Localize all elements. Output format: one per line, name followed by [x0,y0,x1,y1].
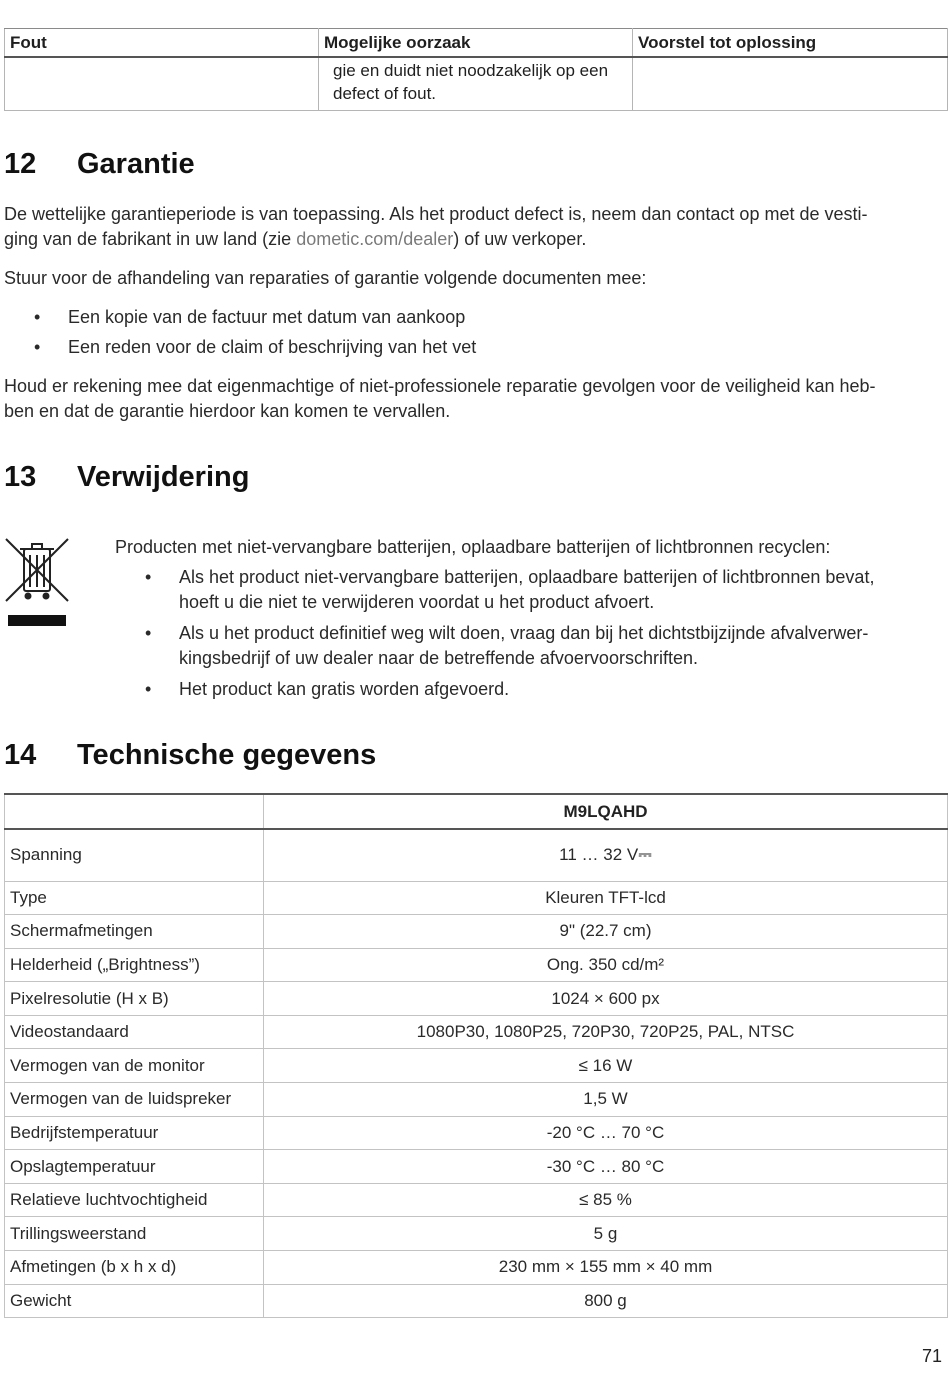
table-row [5,915,948,949]
text-line: ging van de fabrikant in uw land (zie [4,229,297,249]
list-item-text: Een reden voor de claim of beschrijving van het vet [68,337,477,357]
header-empty [5,794,264,829]
specs-body [5,829,948,1318]
section-title: Technische gegevens [77,739,377,771]
list-item [34,335,934,360]
spec-value: 800 g [264,1284,948,1318]
text-line: De wettelijke garantieperiode is van toepassing. Als het product defect is, neem dan contact op met de vesti- [4,204,868,224]
crossed-out-wheelie-bin-icon [4,535,70,627]
specs-header-row [5,794,948,829]
table-row [5,1284,948,1318]
section-number: 12 [4,148,37,180]
spec-label: Relatieve luchtvochtigheid [5,1183,264,1217]
header-fault: Fout [5,29,319,58]
spec-label: Pixelresolutie (H x B) [5,982,264,1016]
spec-label: Gewicht [5,1284,264,1318]
section-14-heading [4,739,376,772]
section-12-heading [4,148,195,181]
warranty-document-list [34,305,934,360]
list-item-text: Een kopie van de factuur met datum van aankoop [68,307,466,327]
list-item-text: Als het product niet-vervangbare batterijen, oplaadbare batterijen of lichtbronnen bevat, [179,567,875,587]
bullet-icon: • [34,307,41,327]
bullet-icon: • [34,337,41,357]
spec-label: Helderheid („Brightness”) [5,948,264,982]
spec-value: 11 … 32 V⎓ [264,829,948,881]
spec-label: Videostandaard [5,1015,264,1049]
table-row [5,1251,948,1285]
section-title: Garantie [77,148,195,180]
section-title: Verwijdering [77,461,250,493]
cause-line-1: gie en duidt niet noodzakelijk op een [333,61,609,80]
spec-value: -30 °C … 80 °C [264,1150,948,1184]
cause-cell [319,57,633,111]
page-number: 71 [922,1346,943,1366]
table-row [5,57,948,111]
spec-label: Opslagtemperatuur [5,1150,264,1184]
spec-value: 1024 × 600 px [264,982,948,1016]
cause-line-2: defect of fout. [333,84,437,103]
spec-value: 230 mm × 155 mm × 40 mm [264,1251,948,1285]
spec-label: Vermogen van de luidspreker [5,1083,264,1117]
spec-value: ≤ 16 W [264,1049,948,1083]
list-item-text: hoeft u die niet te verwijderen voordat u het product afvoert. [179,592,655,612]
disposal-list [145,565,945,702]
text-line: ben en dat de garantie hierdoor kan komen te vervallen. [4,401,451,421]
list-item-text: Als u het product definitief weg wilt doen, vraag dan bij het dichtstbijzijnde afvalverwer- [179,623,869,643]
table-row [5,881,948,915]
list-item-text: Het product kan gratis worden afgevoerd. [179,679,510,699]
list-item [145,565,945,615]
spec-value: Kleuren TFT-lcd [264,881,948,915]
spec-value: 5 g [264,1217,948,1251]
table-row [5,982,948,1016]
bullet-icon: • [145,567,152,587]
spec-label: Vermogen van de monitor [5,1049,264,1083]
spec-label: Afmetingen (b x h x d) [5,1251,264,1285]
list-item [145,621,945,671]
section-number: 13 [4,461,37,493]
text-line: ) of uw verkoper. [453,229,587,249]
solution-cell [633,57,948,111]
troubleshooting-table [4,28,948,111]
text-line: Houd er rekening mee dat eigenmachtige of niet-professionele reparatie gevolgen voor de veiligheid kan heb- [4,376,876,396]
section-13-heading [4,461,249,494]
spec-value: Ong. 350 cd/m² [264,948,948,982]
table-row [5,1217,948,1251]
spec-value: 1,5 W [264,1083,948,1117]
list-item [34,305,934,330]
warranty-paragraph-1 [4,202,944,252]
bullet-icon: • [145,679,152,699]
warranty-paragraph-3 [4,374,944,424]
spec-value: ≤ 85 % [264,1183,948,1217]
warranty-paragraph-2: Stuur voor de afhandeling van reparaties of garantie volgende documenten mee: [4,268,647,288]
table-row [5,1049,948,1083]
fault-cell [5,57,319,111]
technical-data-table [4,793,948,1318]
table-row [5,1183,948,1217]
table-row [5,948,948,982]
spec-label: Bedrijfstemperatuur [5,1116,264,1150]
header-solution: Voorstel tot oplossing [633,29,948,58]
spec-label: Type [5,881,264,915]
table-row [5,1015,948,1049]
spec-label: Schermafmetingen [5,915,264,949]
table-row [5,829,948,881]
section-number: 14 [4,739,37,771]
spec-value: 9" (22.7 cm) [264,915,948,949]
model-header: M9LQAHD [264,794,948,829]
list-item [145,677,945,702]
spec-label: Spanning [5,829,264,881]
list-item-text: kingsbedrijf of uw dealer naar de betreffende afvoervoorschriften. [179,648,698,668]
table-row [5,1150,948,1184]
troubleshooting-header-row [5,29,948,58]
disposal-intro: Producten met niet-vervangbare batterijen, oplaadbare batterijen of lichtbronnen recyclen: [115,537,831,557]
bullet-icon: • [145,623,152,643]
spec-value: 1080P30, 1080P25, 720P30, 720P25, PAL, NTSC [264,1015,948,1049]
table-row [5,1083,948,1117]
header-cause: Mogelijke oorzaak [319,29,633,58]
spec-value: -20 °C … 70 °C [264,1116,948,1150]
table-row [5,1116,948,1150]
dealer-link[interactable]: dometic.com/dealer [296,229,454,249]
spec-label: Trillingsweerstand [5,1217,264,1251]
